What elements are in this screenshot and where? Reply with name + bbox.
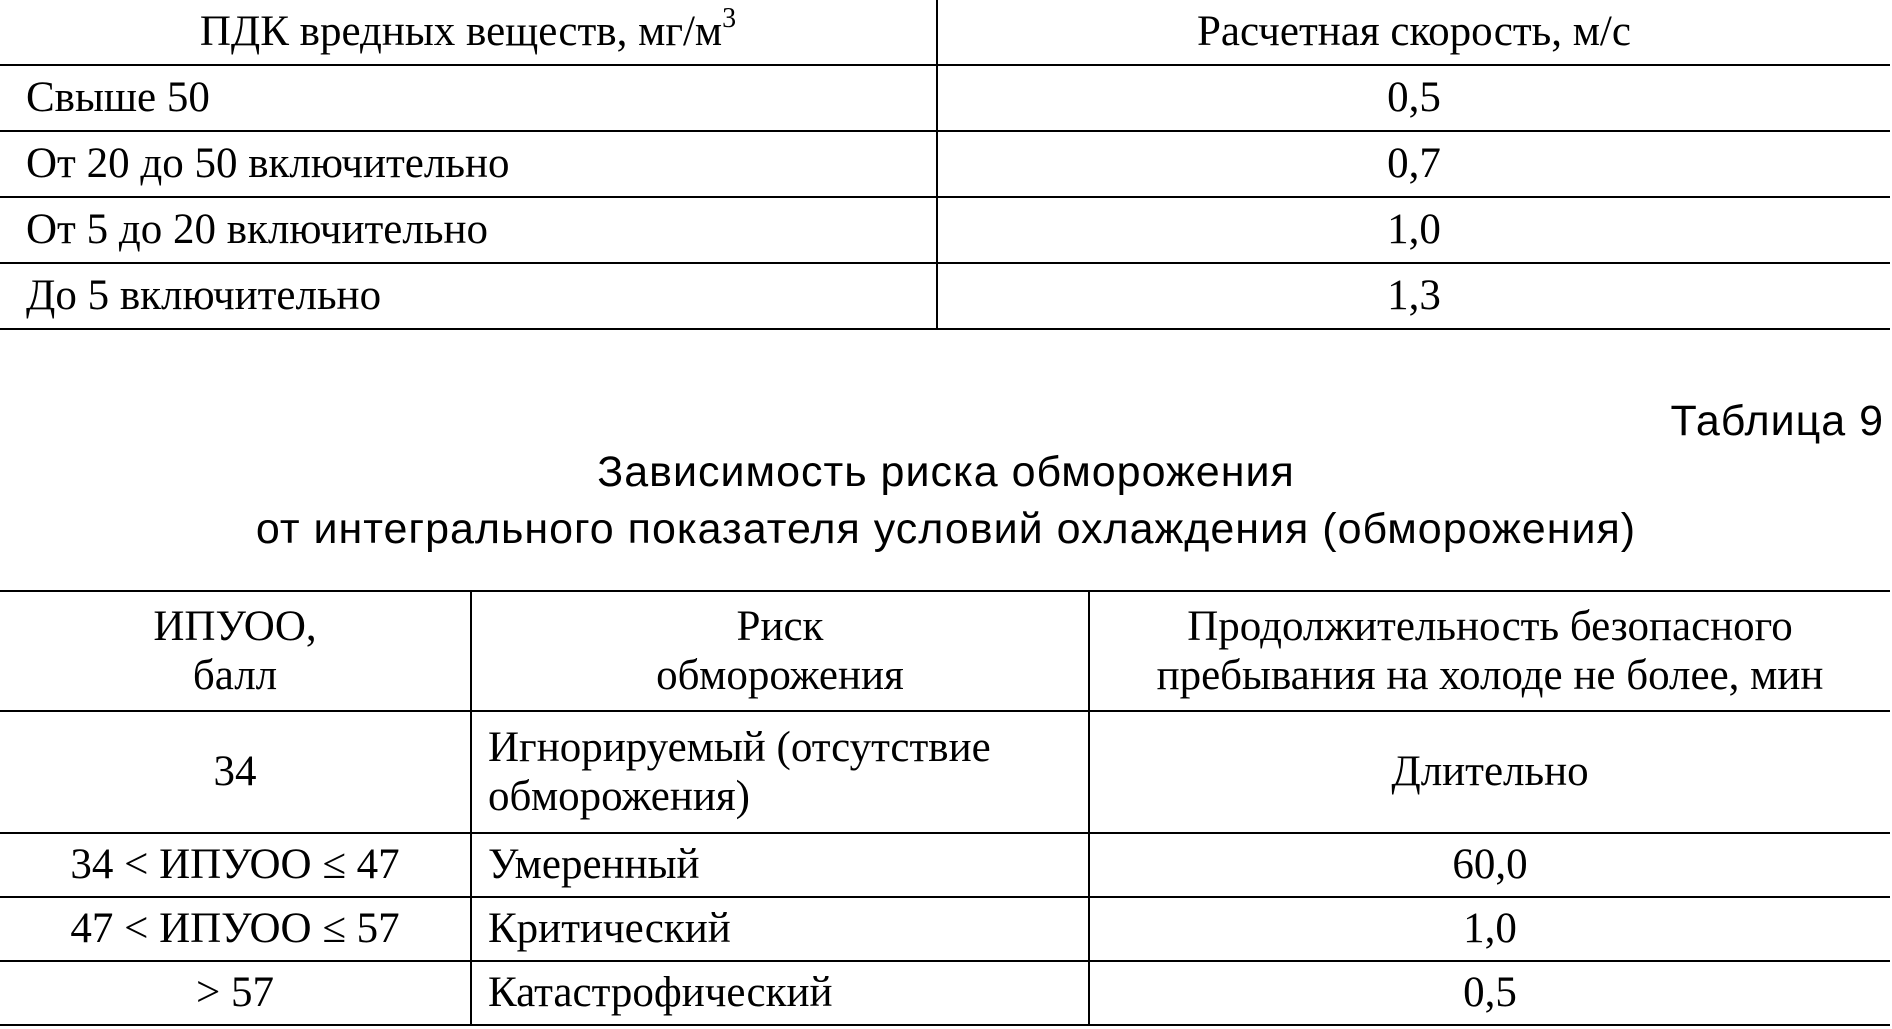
table-row [0, 197, 1890, 263]
table-row [0, 131, 1890, 197]
header-index-line1: ИПУОО, [153, 602, 317, 650]
table-header-row [0, 0, 1890, 65]
table-row [0, 65, 1890, 131]
risk-cell: Критический [471, 897, 1089, 961]
header-index-line2: балл [192, 652, 278, 699]
speed-cell: 1,0 [937, 197, 1890, 263]
header-risk-line2: обморожения [656, 652, 904, 699]
table-title-line2: от интегрального показателя условий охлаждения (обморожения) [255, 505, 1637, 553]
index-cell: > 57 [0, 961, 471, 1025]
duration-cell: 0,5 [1089, 961, 1890, 1025]
header-duration-line1: Продолжительность безопасного [1187, 602, 1793, 650]
duration-cell: Длительно [1089, 711, 1890, 833]
risk-cell: Катастрофический [471, 961, 1089, 1025]
header-speed: Расчетная скорость, м/с [937, 0, 1890, 65]
header-duration [1089, 591, 1890, 711]
header-mpc [0, 0, 937, 65]
speed-cell: 0,5 [937, 65, 1890, 131]
table-row [0, 833, 1890, 897]
duration-cell: 1,0 [1089, 897, 1890, 961]
header-mpc-superscript: 3 [722, 3, 737, 35]
mpc-speed-table [0, 0, 1890, 330]
speed-cell: 0,7 [937, 131, 1890, 197]
table-header-row [0, 591, 1890, 711]
frostbite-risk-table [0, 590, 1890, 1026]
mpc-cell: От 20 до 50 включительно [0, 131, 937, 197]
table-row [0, 263, 1890, 329]
table-row [0, 711, 1890, 833]
table-row [0, 897, 1890, 961]
speed-cell: 1,3 [937, 263, 1890, 329]
risk-cell: Умеренный [471, 833, 1089, 897]
mpc-cell: От 5 до 20 включительно [0, 197, 937, 263]
header-duration-line2: пребывания на холоде не более, мин [1156, 652, 1824, 699]
index-cell: 47 < ИПУОО ≤ 57 [0, 897, 471, 961]
table-title-line1: Зависимость риска обморожения [597, 448, 1295, 496]
header-risk [471, 591, 1089, 711]
table-number: Таблица 9 [1670, 397, 1884, 445]
mpc-cell: До 5 включительно [0, 263, 937, 329]
index-cell: 34 < ИПУОО ≤ 47 [0, 833, 471, 897]
header-risk-line1: Риск [736, 602, 824, 650]
risk-cell [471, 711, 1089, 833]
risk-line2: обморожения) [488, 773, 750, 820]
header-index [0, 591, 471, 711]
duration-cell: 60,0 [1089, 833, 1890, 897]
header-mpc-text: ПДК вредных веществ, мг/м [199, 8, 723, 56]
risk-line1: Игнорируемый (отсутствие [488, 723, 991, 771]
table-row [0, 961, 1890, 1025]
mpc-cell: Свыше 50 [0, 65, 937, 131]
index-cell: 34 [0, 711, 471, 833]
